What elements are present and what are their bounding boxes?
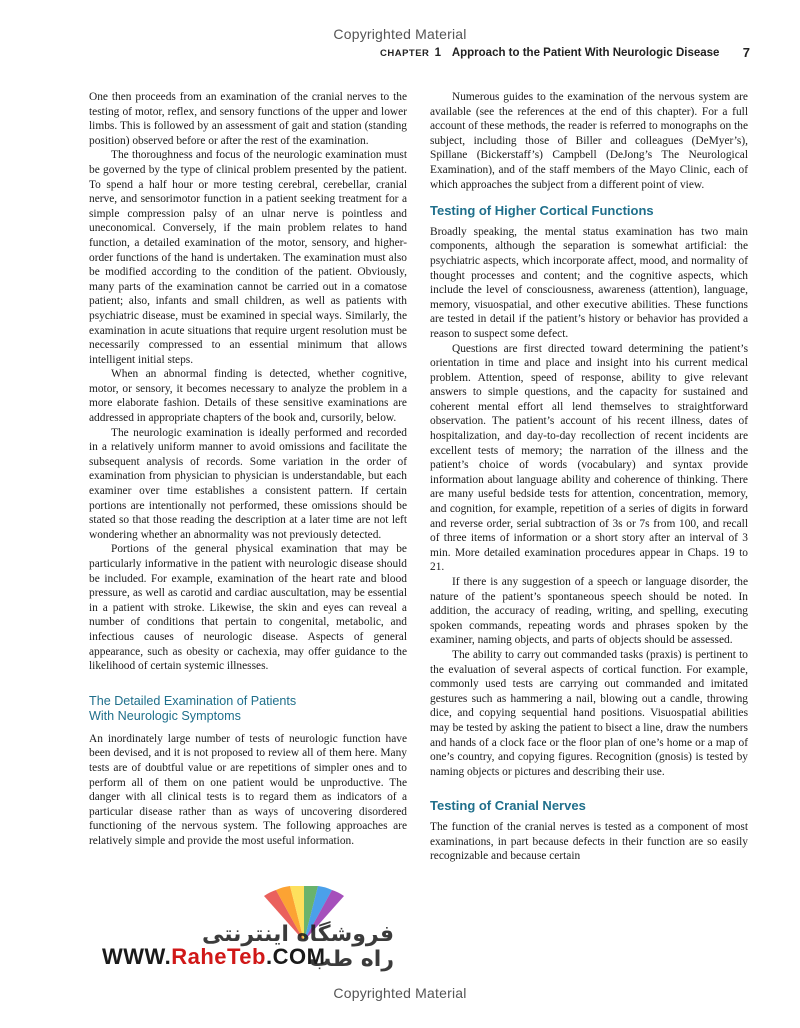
paragraph: The function of the cranial nerves is tested as a component of most examinations, in part because defects in their function are so easily recognizable and because certain <box>430 820 748 863</box>
page-number: 7 <box>742 45 750 60</box>
logo-persian-text: فروشگاه اینترنتی راه طب <box>201 922 394 972</box>
paragraph: When an abnormal finding is detected, whether cognitive, motor, or sensory, it becomes necessary to analyze the problem in a more elaborate fashion. Details of these sensitive examinations are addressed in appropriate chapters of the book and, cursorily, below. <box>89 368 407 425</box>
paragraph: Broadly speaking, the mental status examination has two main components, although the separation is somewhat artificial: the psychiatric aspects, which incorporate affect, mood, and normality of thought processes and content; and the cognitive aspects, which include the level of consciousness, awareness (attention), language, memory, visuospatial, and other executive abilities. These functions are tested in detail if the patient’s history or behavior has provided a reason to suspect some defect. <box>430 225 748 340</box>
paragraph: An inordinately large number of tests of neurologic function have been devised, and it is not proposed to review all of them here. Many tests are of doubtful value or are repetitions of simpler ones and to perform all of them on one patient would be unproductive. The danger with all clinical tests is to regard them as indicators of a particular disease rather than as ways of uncovering disordered functioning of the nervous system. The following approaches are relatively simple and provide the most useful information. <box>89 732 407 847</box>
paragraph: Portions of the general physical examination that may be particularly informative in the patient with neurologic disease should be included. For example, examination of the heart rate and blood pressure, as well as carotid and cardiac auscultation, may be essential in a patient with stroke. Likewise, the skin and eyes can reveal a number of conditions that pertain to congenital, metabolic, and infectious causes of neurologic disease. Aspects of general appearance, such as obesity or cachexia, may offer guidance to the likelihood of certain systemic illnesses. <box>89 543 407 673</box>
right-column <box>430 90 748 864</box>
section-subheading <box>89 694 407 724</box>
running-head <box>380 47 750 59</box>
logo-brand: RaheTeb <box>171 944 266 969</box>
paragraph: The thoroughness and focus of the neurologic examination must be governed by the type of clinical problem presented by the patient. To spend a half hour or more testing cerebral, cerebellar, cranial nerve, and sensorimotor function in a patient seeking treatment for a simple compression palsy of an ulnar nerve is pointless and uneconomical. Conversely, if the main problem relates to hand function, a detailed examination of the motor, sensory, and higher-order functions of the hand is undertaken. The examination must also be modified according to the condition of the patient. Obviously, many parts of the examination cannot be carried out in a comatose patient; also, infants and small children, as well as patients with psychiatric disease, must be examined in special ways. Similarly, the examination in acute situations that require urgent resolution must be necessarily compressed to an essential minimum that allows intelligent initial steps. <box>89 149 407 366</box>
subheading-line: The Detailed Examination of Patients <box>89 693 297 708</box>
section-heading: Testing of Higher Cortical Functions <box>430 203 654 219</box>
chapter-label: CHAPTER <box>380 48 430 59</box>
paragraph: If there is any suggestion of a speech or language disorder, the nature of the patient’s spontaneous speech should be noted. In addition, the accuracy of reading, writing, and spelling, executing spoken commands, repeating words and phrases spoken by the examiner, naming objects, and parts of objects should be assessed. <box>430 576 748 647</box>
copyright-watermark-bottom: Copyrighted Material <box>333 985 467 1001</box>
paragraph: One then proceeds from an examination of the cranial nerves to the testing of motor, reflex, and sensory functions of the upper and lower limbs. This is followed by an assessment of gait and station (standing position) observed before or after the rest of the examination. <box>89 91 407 147</box>
copyright-watermark-top: Copyrighted Material <box>333 26 467 42</box>
logo-prefix: WWW. <box>102 944 172 969</box>
subheading-line: With Neurologic Symptoms <box>89 708 241 723</box>
paragraph: Questions are first directed toward determining the patient’s orientation in time and place and insight into his current medical problem. Attention, speed of response, ability to give relevant answers to simple questions, and the capacity for sustained and coherent mental effort all lend themselves to straightforward observation. The patient’s account of his recent illness, dates of hospitalization, and day-to-day recollection of recent incidents are excellent tests of memory; the narration of the illness and the patient’s choice of words (vocabulary) and syntax provide information about language ability and coherence of thinking. There are many useful bedside tests for attention, concentration, memory, and cognition, for example, repetition of a series of digits in forward and reverse order, serial subtraction of 3s or 7s from 100, and recall of three items of information or a short story after an interval of 3 min. More detailed examination procedures appear in Chaps. 19 to 21. <box>430 342 748 574</box>
chapter-number: 1 <box>434 47 442 59</box>
left-column <box>89 90 407 849</box>
paragraph: The ability to carry out commanded tasks (praxis) is pertinent to the evaluation of several aspects of cortical function. For example, commonly used tests are carrying out commanded and imitated gestures such as hammering a nail, blowing out a candle, throwing dice, and copying sequential hand positions. Visuospatial abilities may be tested by asking the patient to bisect a line, draw the numbers and hands of a clock face or the floor plan of one’s home or a map of one’s country, and copying figures. Recognition (gnosis) is tested by naming objects or pictures and describing their use. <box>430 648 748 778</box>
logo-suffix: .COM <box>265 944 326 969</box>
raheteb-logo-watermark <box>94 886 394 976</box>
paragraph: The neurologic examination is ideally performed and recorded in a relatively uniform manner to avoid omissions and facilitate the subsequent analysis of records. Some variation in the order of examination from physician to physician is understandable, but each examiner over time establishes a consistent pattern. If certain portions are intentionally not performed, these omissions should be stated so that those reading the description at a later time are not left wondering whether an abnormality was not previously detected. <box>89 426 407 541</box>
logo-url <box>102 944 325 970</box>
paragraph: Numerous guides to the examination of the nervous system are available (see the references at the end of this chapter). For a full account of these methods, the reader is referred to monographs on the subject, including those of Biller and colleagues (DeMyer’s), Spillane (Bickerstaff’s) Campbell (DeJong’s The Neurological Examination), and of the staff members of the Mayo Clinic, each of which approaches the subject from a different point of view. <box>430 91 748 191</box>
chapter-title: Approach to the Patient With Neurologic Disease <box>451 47 720 59</box>
section-heading: Testing of Cranial Nerves <box>430 798 586 814</box>
